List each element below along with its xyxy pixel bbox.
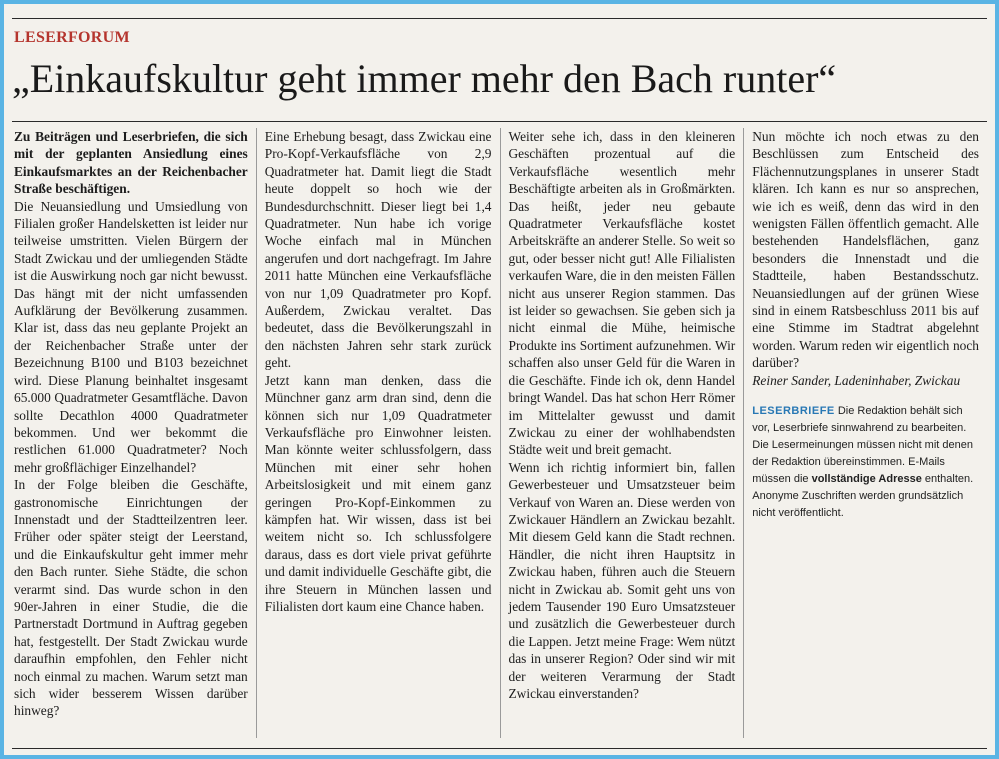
section-kicker: LESERFORUM [14,29,130,46]
top-rule [12,18,987,19]
newspaper-clipping [4,4,995,755]
bottom-rule [12,748,987,749]
editorial-notice [752,403,979,522]
article-intro: Zu Beiträgen und Leserbriefen, die sich mit der geplanten Ansiedlung eines Einkaufsmarktes an der Reichenbacher Straße beschäftigen. [14,129,248,197]
paragraph: Eine Erhebung besagt, dass Zwickau eine Pro-Kopf-Verkaufsfläche von 2,9 Quadratmeter hat. Damit liegt die Stadt heute doppelt so hoch wie der Bundesdurchschnitt. Dieser liegt bei 1,4 Quadratmeter. Nun habe ich vorige Woche einfach mal in München angerufen und dort nachgefragt. Im Jahre 2011 hatte München eine Verkaufsfläche von nur 1,09 Quadratmeter pro Kopf. Außerdem, Zwickau veraltet. Das bedeutet, dass die Bevölkerungszahl in den nächsten Jahren sehr stark zurück geht. [264,129,492,371]
paragraph: Wenn ich richtig informiert bin, fallen Gewerbesteuer und Umsatzsteuer beim Verkauf von Waren an. Diese werden von Zwickauer Händlern an Zwickau bezahlt. Mit diesem Geld kann die Stadt rechnen. Händler, die nicht ihren Hauptsitz in Zwickau haben, führen auch die Steuern nicht in Zwickau ab. Somit geht uns von jedem Tausender 190 Euro Umsatzsteuer und zusätzlich die Gewerbesteuer durch die Lappen. Jetzt meine Frage: Wem nützt das in unserer Region? Oder sind wir mit der weiteren Verarmung der Stadt Zwickau einverstanden? [508,459,736,701]
column-2 [256,128,500,738]
author-signature: Reiner Sander, Ladeninhaber, Zwickau [752,372,961,388]
headline-rule [12,121,987,122]
article-headline: „Einkaufskultur geht immer mehr den Bach runter“ [12,56,837,101]
paragraph: Weiter sehe ich, dass in den kleineren Geschäften prozentual auf die Verkaufsfläche wesentlich mehr Beschäftigte arbeiten als in Großmärkten. Das heißt, jeder neu gebaute Quadratmeter Verkaufsfläche kostet Arbeitskräfte an anderer Stelle. So weit so gut, oder besser nicht gut! Alle Filialisten verkaufen Ware, die in den meisten Fällen nicht aus unserer Region stammen. Das ist leider so gewachsen. Sie geben sich ja nicht einmal die Mühe, heimische Produkte ins Sortiment aufzunehmen. Wir schaffen also unser Geld für die Waren in die Geschäfte. Finde ich ok, denn Handel bringt Wandel. Das hat schon Herr Römer im Mittelalter gewusst und damit Zwickau zu einer der wohlhabendsten Städte weit und breit gemacht. [508,129,736,458]
notice-bold: vollständige Adresse [811,473,922,486]
paragraph: Nun möchte ich noch etwas zu den Beschlüssen zum Entscheid des Flächennutzungsplanes in unserer Stadt klären. Ich kann es nur so ansprechen, wie ich es weiß, denn das wird in den wenigsten Fällen öffentlich gemacht. Alle bestehenden Handelsflächen, ganz besonders die Innenstadt und die Stadtteile, haben Bestandsschutz. Neuansiedlungen auf der grünen Wiese sind in einem Ratsbeschluss 2011 bis auf eine Stimme im Stadtrat abgelehnt worden. Warum reden wir eigentlich noch darüber? [752,129,979,371]
paragraph: Die Neuansiedlung und Umsiedlung von Filialen großer Handelsketten ist leider nur teilweise umstritten. Vielen Bürgern der Stadt Zwickau und der umliegenden Städte ist die Auswirkung noch gar nicht bewusst. Das hängt mit der nicht umfassenden Aufklärung der Bevölkerung zusammen. Klar ist, dass das neu geplante Projekt an der Reichenbacher Straße unter der Bezeichnung B100 und B103 bezeichnet wird. Diese Planung beinhaltet insgesamt 65.000 Quadratmeter Gesamtfläche. Davon sollte Decathlon 4000 Quadratmeter bekommen. Und wer bekommt die restlichen 61.000 Quadratmeter? Noch mehr großflächiger Einzelhandel? [14,198,248,475]
notice-label: LESERBRIEFE [752,405,835,418]
notice-text-end: enthalten. Anonyme Zuschriften werden grundsätzlich nicht veröffentlicht. [752,473,974,520]
paragraph: Jetzt kann man denken, dass die Münchner ganz arm dran sind, denn die können sich nur 1,09 Quadratmeter Verkaufsfläche pro Einwohner leisten. Man könnte weiter schlussfolgern, dass München mit einer sehr hohen Arbeitslosigkeit und mit einem ganz geringen Pro-Kopf-Einkommen zu kämpfen hat. Wir wissen, dass ist bei weitem nicht so. Ich schlussfolgere daraus, dass es dort viele privat geführte und damit individuelle Geschäfte gibt, die ihre Steuern in München lassen und Filialisten dort kaum eine Chance haben. [264,372,492,614]
paragraph: In der Folge bleiben die Geschäfte, gastronomische Einrichtungen der Innenstadt und der Stadtteilzentren leer. Früher oder später steigt der Leerstand, und die Einkaufskultur geht immer mehr den Bach runter. Siehe Städte, die schon verarmt sind. Das wurde schon in den 90er-Jahren in einer Studie, die die Partnerstadt Dortmund in Auftrag gegeben hat, festgestellt. Der Stadt Zwickau wurde daraufhin empfohlen, den Fehler nicht noch einmal zu machen. Warum setzt man sich wider besserem Wissen darüber hinweg? [14,477,248,719]
column-3 [500,128,744,738]
notice-text: Die Redaktion behält sich vor, Leserbriefe sinnwahrend zu bearbeiten. Die Lesermeinungen müssen nicht mit denen der Redaktion übereinstimmen. E-Mails müssen die [752,405,973,486]
column-1 [12,128,256,738]
column-4 [743,128,987,738]
article-columns [12,128,987,738]
